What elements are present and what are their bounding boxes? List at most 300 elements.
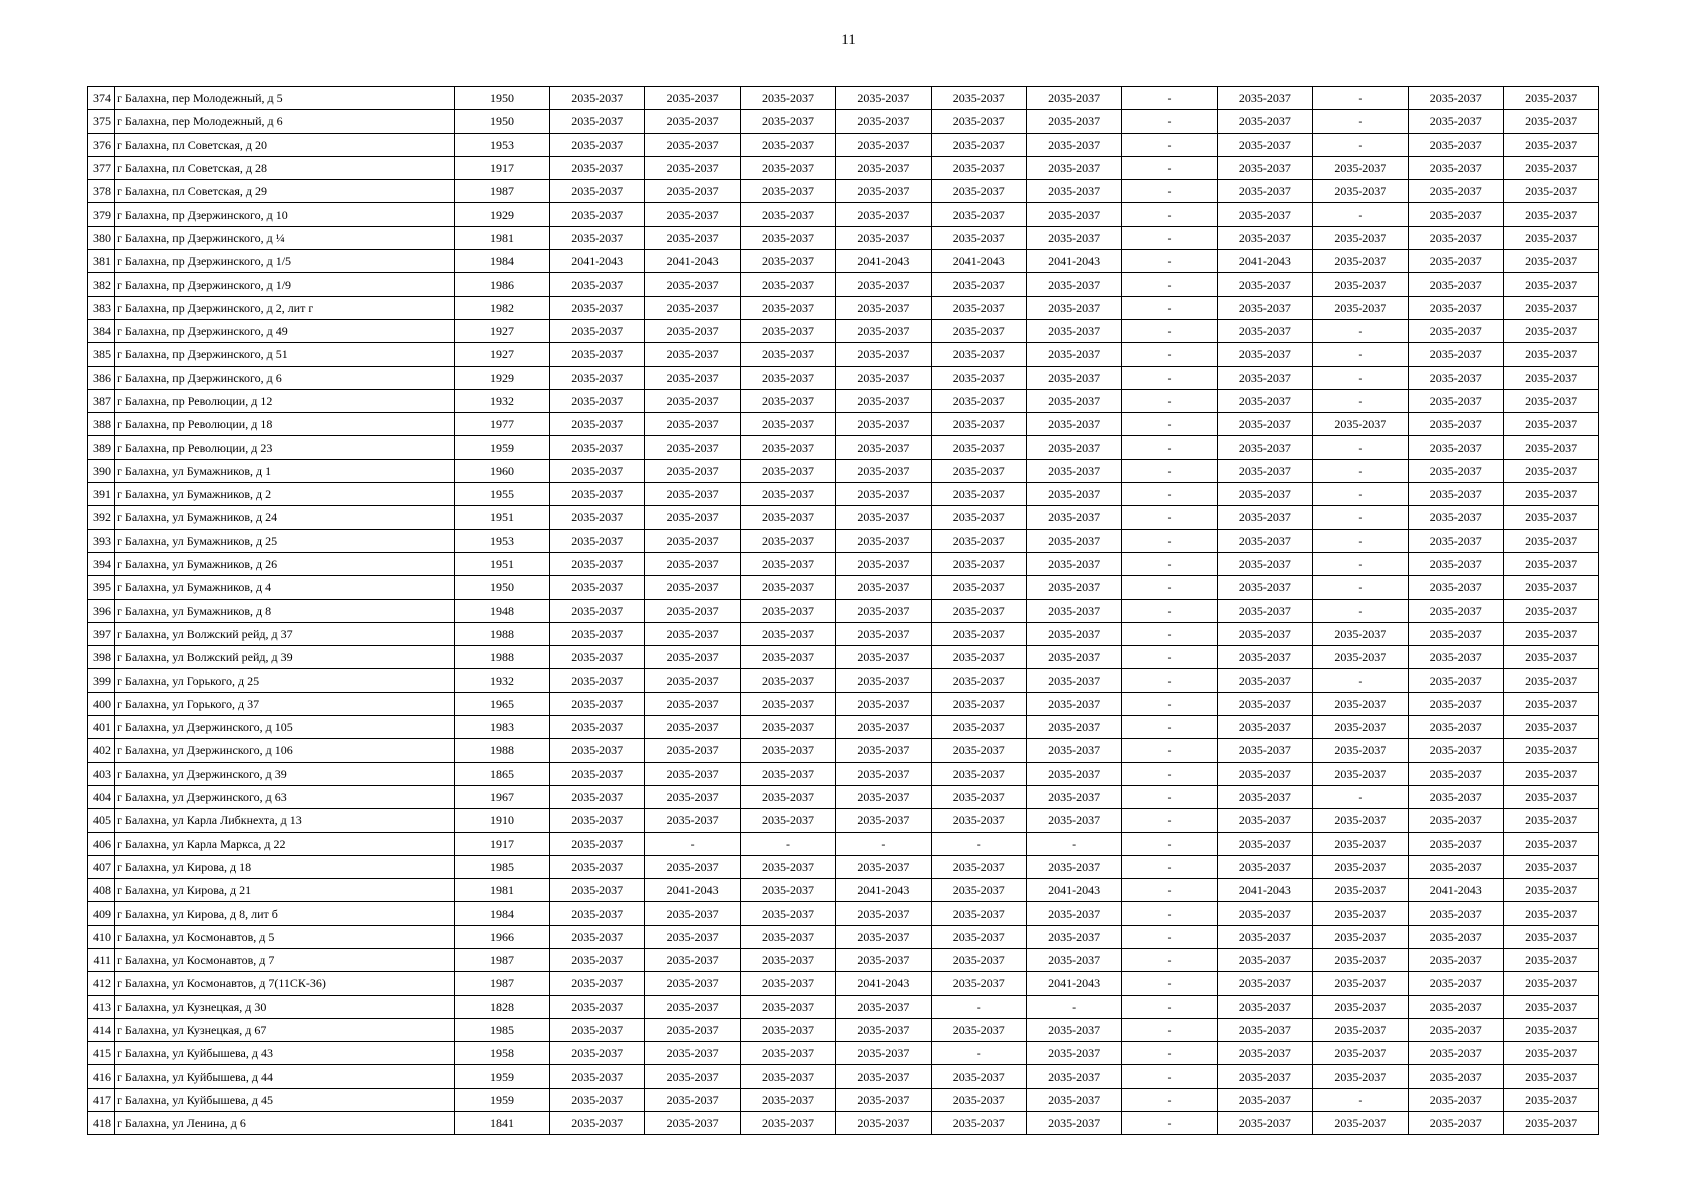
period-cell: 2035-2037 bbox=[1217, 1042, 1312, 1065]
period-cell: - bbox=[1122, 506, 1217, 529]
period-cell: 2041-2043 bbox=[1408, 879, 1503, 902]
period-cell: 2035-2037 bbox=[1503, 1088, 1598, 1111]
period-cell: 2035-2037 bbox=[1217, 832, 1312, 855]
table-row bbox=[88, 1018, 1599, 1041]
address-cell: г Балахна, ул Бумажников, д 24 bbox=[115, 506, 455, 529]
period-cell: 2035-2037 bbox=[740, 576, 835, 599]
period-cell: - bbox=[1122, 366, 1217, 389]
period-cell: 2035-2037 bbox=[550, 552, 645, 575]
address-cell: г Балахна, ул Бумажников, д 25 bbox=[115, 529, 455, 552]
period-cell: 2035-2037 bbox=[1503, 832, 1598, 855]
period-cell: 2035-2037 bbox=[550, 902, 645, 925]
period-cell: 2035-2037 bbox=[931, 576, 1026, 599]
period-cell: 2035-2037 bbox=[740, 133, 835, 156]
address-cell: г Балахна, ул Бумажников, д 8 bbox=[115, 599, 455, 622]
period-cell: 2041-2043 bbox=[1217, 250, 1312, 273]
table-row bbox=[88, 972, 1599, 995]
period-cell: 2035-2037 bbox=[1408, 529, 1503, 552]
year-built-cell: 1927 bbox=[455, 343, 550, 366]
period-cell: 2035-2037 bbox=[1408, 133, 1503, 156]
period-cell: 2035-2037 bbox=[1217, 995, 1312, 1018]
period-cell: 2035-2037 bbox=[1026, 785, 1121, 808]
period-cell: 2035-2037 bbox=[1313, 995, 1408, 1018]
period-cell: 2035-2037 bbox=[1217, 459, 1312, 482]
period-cell: 2035-2037 bbox=[836, 529, 931, 552]
table-row bbox=[88, 716, 1599, 739]
period-cell: - bbox=[645, 832, 740, 855]
table-row bbox=[88, 226, 1599, 249]
period-cell: 2035-2037 bbox=[550, 133, 645, 156]
period-cell: 2035-2037 bbox=[1026, 133, 1121, 156]
period-cell: 2035-2037 bbox=[550, 436, 645, 459]
period-cell: 2035-2037 bbox=[836, 599, 931, 622]
period-cell: 2035-2037 bbox=[1026, 87, 1121, 110]
address-cell: г Балахна, ул Волжский рейд, д 39 bbox=[115, 646, 455, 669]
period-cell: 2035-2037 bbox=[836, 809, 931, 832]
table-row bbox=[88, 250, 1599, 273]
period-cell: 2035-2037 bbox=[1313, 1018, 1408, 1041]
period-cell: 2035-2037 bbox=[1313, 902, 1408, 925]
period-cell: 2035-2037 bbox=[645, 855, 740, 878]
period-cell: 2035-2037 bbox=[740, 972, 835, 995]
table-row bbox=[88, 319, 1599, 342]
period-cell: 2035-2037 bbox=[931, 459, 1026, 482]
period-cell: 2035-2037 bbox=[1313, 762, 1408, 785]
address-cell: г Балахна, ул Ленина, д 6 bbox=[115, 1112, 455, 1135]
period-cell: - bbox=[1122, 646, 1217, 669]
address-cell: г Балахна, пл Советская, д 20 bbox=[115, 133, 455, 156]
period-cell: - bbox=[1122, 669, 1217, 692]
year-built-cell: 1950 bbox=[455, 110, 550, 133]
period-cell: 2035-2037 bbox=[1313, 739, 1408, 762]
period-cell: 2035-2037 bbox=[1026, 156, 1121, 179]
table-row bbox=[88, 902, 1599, 925]
period-cell: - bbox=[1122, 250, 1217, 273]
period-cell: 2035-2037 bbox=[1408, 948, 1503, 971]
period-cell: 2041-2043 bbox=[1026, 879, 1121, 902]
period-cell: 2035-2037 bbox=[1503, 855, 1598, 878]
period-cell: 2035-2037 bbox=[645, 133, 740, 156]
period-cell: 2035-2037 bbox=[740, 156, 835, 179]
period-cell: - bbox=[1313, 459, 1408, 482]
period-cell: 2035-2037 bbox=[740, 902, 835, 925]
period-cell: 2035-2037 bbox=[1313, 809, 1408, 832]
period-cell: 2035-2037 bbox=[550, 995, 645, 1018]
row-number: 413 bbox=[88, 995, 115, 1018]
period-cell: 2035-2037 bbox=[931, 226, 1026, 249]
period-cell: 2035-2037 bbox=[645, 599, 740, 622]
period-cell: - bbox=[931, 995, 1026, 1018]
period-cell: 2035-2037 bbox=[645, 296, 740, 319]
period-cell: 2035-2037 bbox=[1026, 762, 1121, 785]
period-cell: 2035-2037 bbox=[1408, 1065, 1503, 1088]
year-built-cell: 1958 bbox=[455, 1042, 550, 1065]
address-cell: г Балахна, ул Куйбышева, д 45 bbox=[115, 1088, 455, 1111]
row-number: 383 bbox=[88, 296, 115, 319]
address-cell: г Балахна, пр Революции, д 23 bbox=[115, 436, 455, 459]
period-cell: 2035-2037 bbox=[1408, 483, 1503, 506]
period-cell: 2035-2037 bbox=[1503, 925, 1598, 948]
period-cell: 2035-2037 bbox=[550, 1065, 645, 1088]
period-cell: 2035-2037 bbox=[1408, 809, 1503, 832]
period-cell: 2035-2037 bbox=[1026, 599, 1121, 622]
period-cell: 2035-2037 bbox=[550, 389, 645, 412]
period-cell: - bbox=[1122, 389, 1217, 412]
period-cell: 2035-2037 bbox=[1217, 1018, 1312, 1041]
period-cell: 2035-2037 bbox=[550, 529, 645, 552]
table-row bbox=[88, 762, 1599, 785]
address-cell: г Балахна, ул Бумажников, д 2 bbox=[115, 483, 455, 506]
period-cell: 2035-2037 bbox=[740, 296, 835, 319]
address-cell: г Балахна, пр Дзержинского, д 49 bbox=[115, 319, 455, 342]
period-cell: 2035-2037 bbox=[1408, 226, 1503, 249]
row-number: 384 bbox=[88, 319, 115, 342]
address-cell: г Балахна, ул Бумажников, д 26 bbox=[115, 552, 455, 575]
period-cell: 2035-2037 bbox=[740, 785, 835, 808]
period-cell: - bbox=[1313, 599, 1408, 622]
year-built-cell: 1917 bbox=[455, 156, 550, 179]
period-cell: 2035-2037 bbox=[1313, 832, 1408, 855]
period-cell: 2035-2037 bbox=[645, 459, 740, 482]
row-number: 398 bbox=[88, 646, 115, 669]
period-cell: 2035-2037 bbox=[645, 273, 740, 296]
period-cell: 2035-2037 bbox=[1313, 413, 1408, 436]
year-built-cell: 1988 bbox=[455, 739, 550, 762]
period-cell: 2035-2037 bbox=[1217, 599, 1312, 622]
period-cell: - bbox=[1122, 1065, 1217, 1088]
row-number: 389 bbox=[88, 436, 115, 459]
row-number: 401 bbox=[88, 716, 115, 739]
period-cell: 2035-2037 bbox=[1217, 576, 1312, 599]
period-cell: - bbox=[1122, 483, 1217, 506]
period-cell: 2035-2037 bbox=[1503, 156, 1598, 179]
period-cell: - bbox=[1313, 366, 1408, 389]
period-cell: 2035-2037 bbox=[1217, 762, 1312, 785]
table-row bbox=[88, 110, 1599, 133]
period-cell: 2035-2037 bbox=[836, 343, 931, 366]
period-cell: - bbox=[1122, 436, 1217, 459]
table-row bbox=[88, 599, 1599, 622]
period-cell: 2035-2037 bbox=[836, 273, 931, 296]
period-cell: 2035-2037 bbox=[645, 506, 740, 529]
row-number: 380 bbox=[88, 226, 115, 249]
period-cell: 2035-2037 bbox=[1217, 646, 1312, 669]
period-cell: 2035-2037 bbox=[645, 809, 740, 832]
period-cell: 2035-2037 bbox=[931, 1088, 1026, 1111]
period-cell: 2035-2037 bbox=[740, 226, 835, 249]
period-cell: 2035-2037 bbox=[931, 87, 1026, 110]
period-cell: 2035-2037 bbox=[645, 110, 740, 133]
address-cell: г Балахна, пр Дзержинского, д 1/5 bbox=[115, 250, 455, 273]
table-body bbox=[88, 87, 1599, 1135]
year-built-cell: 1967 bbox=[455, 785, 550, 808]
address-cell: г Балахна, пр Дзержинского, д 2, лит г bbox=[115, 296, 455, 319]
period-cell: 2035-2037 bbox=[931, 133, 1026, 156]
period-cell: - bbox=[1122, 413, 1217, 436]
period-cell: 2035-2037 bbox=[836, 296, 931, 319]
period-cell: 2035-2037 bbox=[1217, 925, 1312, 948]
address-cell: г Балахна, ул Бумажников, д 1 bbox=[115, 459, 455, 482]
period-cell: 2035-2037 bbox=[1313, 855, 1408, 878]
period-cell: 2035-2037 bbox=[931, 622, 1026, 645]
period-cell: - bbox=[1122, 739, 1217, 762]
period-cell: 2035-2037 bbox=[740, 203, 835, 226]
year-built-cell: 1984 bbox=[455, 902, 550, 925]
year-built-cell: 1982 bbox=[455, 296, 550, 319]
row-number: 400 bbox=[88, 692, 115, 715]
period-cell: 2035-2037 bbox=[931, 413, 1026, 436]
address-cell: г Балахна, ул Карла Маркса, д 22 bbox=[115, 832, 455, 855]
period-cell: 2035-2037 bbox=[1503, 576, 1598, 599]
period-cell: 2035-2037 bbox=[1026, 925, 1121, 948]
period-cell: 2035-2037 bbox=[1217, 552, 1312, 575]
period-cell: 2035-2037 bbox=[1313, 925, 1408, 948]
period-cell: 2035-2037 bbox=[740, 855, 835, 878]
period-cell: - bbox=[1122, 1018, 1217, 1041]
period-cell: 2041-2043 bbox=[931, 250, 1026, 273]
period-cell: 2035-2037 bbox=[1408, 110, 1503, 133]
row-number: 417 bbox=[88, 1088, 115, 1111]
period-cell: 2035-2037 bbox=[550, 599, 645, 622]
year-built-cell: 1981 bbox=[455, 879, 550, 902]
period-cell: 2035-2037 bbox=[1408, 692, 1503, 715]
period-cell: - bbox=[1122, 925, 1217, 948]
period-cell: 2035-2037 bbox=[550, 972, 645, 995]
period-cell: 2035-2037 bbox=[550, 110, 645, 133]
period-cell: 2035-2037 bbox=[836, 692, 931, 715]
period-cell: 2035-2037 bbox=[931, 343, 1026, 366]
period-cell: 2035-2037 bbox=[1503, 902, 1598, 925]
row-number: 414 bbox=[88, 1018, 115, 1041]
row-number: 403 bbox=[88, 762, 115, 785]
table-row bbox=[88, 855, 1599, 878]
period-cell: 2035-2037 bbox=[1313, 716, 1408, 739]
period-cell: 2035-2037 bbox=[1408, 622, 1503, 645]
row-number: 396 bbox=[88, 599, 115, 622]
period-cell: 2035-2037 bbox=[740, 529, 835, 552]
address-cell: г Балахна, пр Дзержинского, д 6 bbox=[115, 366, 455, 389]
period-cell: 2035-2037 bbox=[1408, 319, 1503, 342]
period-cell: 2035-2037 bbox=[1026, 180, 1121, 203]
period-cell: 2035-2037 bbox=[836, 716, 931, 739]
period-cell: - bbox=[1122, 319, 1217, 342]
table-row bbox=[88, 343, 1599, 366]
period-cell: 2035-2037 bbox=[550, 156, 645, 179]
period-cell: 2035-2037 bbox=[1503, 180, 1598, 203]
period-cell: 2035-2037 bbox=[836, 1088, 931, 1111]
period-cell: - bbox=[1313, 343, 1408, 366]
period-cell: 2035-2037 bbox=[1503, 669, 1598, 692]
period-cell: 2041-2043 bbox=[1026, 250, 1121, 273]
period-cell: 2035-2037 bbox=[550, 180, 645, 203]
period-cell: 2035-2037 bbox=[740, 1112, 835, 1135]
table-row bbox=[88, 1065, 1599, 1088]
period-cell: 2041-2043 bbox=[836, 250, 931, 273]
period-cell: 2035-2037 bbox=[1217, 902, 1312, 925]
row-number: 388 bbox=[88, 413, 115, 436]
period-cell: 2035-2037 bbox=[1026, 646, 1121, 669]
period-cell: 2035-2037 bbox=[550, 576, 645, 599]
row-number: 416 bbox=[88, 1065, 115, 1088]
period-cell: 2035-2037 bbox=[1217, 785, 1312, 808]
period-cell: 2035-2037 bbox=[1217, 343, 1312, 366]
period-cell: - bbox=[836, 832, 931, 855]
period-cell: 2035-2037 bbox=[1313, 1065, 1408, 1088]
period-cell: 2035-2037 bbox=[740, 180, 835, 203]
table-row bbox=[88, 669, 1599, 692]
period-cell: - bbox=[1122, 343, 1217, 366]
period-cell: - bbox=[1122, 972, 1217, 995]
row-number: 410 bbox=[88, 925, 115, 948]
period-cell: 2035-2037 bbox=[1503, 692, 1598, 715]
table-row bbox=[88, 483, 1599, 506]
period-cell: 2035-2037 bbox=[740, 1042, 835, 1065]
period-cell: 2035-2037 bbox=[1408, 389, 1503, 412]
period-cell: 2035-2037 bbox=[1503, 762, 1598, 785]
period-cell: 2035-2037 bbox=[1217, 366, 1312, 389]
address-cell: г Балахна, ул Дзержинского, д 39 bbox=[115, 762, 455, 785]
year-built-cell: 1929 bbox=[455, 366, 550, 389]
period-cell: 2035-2037 bbox=[931, 739, 1026, 762]
period-cell: 2035-2037 bbox=[1217, 203, 1312, 226]
period-cell: 2035-2037 bbox=[1503, 226, 1598, 249]
period-cell: 2035-2037 bbox=[836, 180, 931, 203]
period-cell: 2035-2037 bbox=[740, 692, 835, 715]
period-cell: 2035-2037 bbox=[1026, 506, 1121, 529]
year-built-cell: 1953 bbox=[455, 529, 550, 552]
period-cell: 2035-2037 bbox=[1026, 366, 1121, 389]
period-cell: 2035-2037 bbox=[740, 459, 835, 482]
period-cell: 2035-2037 bbox=[836, 483, 931, 506]
period-cell: 2035-2037 bbox=[1408, 832, 1503, 855]
period-cell: - bbox=[1122, 133, 1217, 156]
period-cell: - bbox=[1122, 87, 1217, 110]
period-cell: 2035-2037 bbox=[931, 809, 1026, 832]
period-cell: 2035-2037 bbox=[645, 646, 740, 669]
period-cell: 2035-2037 bbox=[1503, 413, 1598, 436]
period-cell: - bbox=[1122, 1088, 1217, 1111]
period-cell: - bbox=[1122, 576, 1217, 599]
row-number: 408 bbox=[88, 879, 115, 902]
period-cell: 2035-2037 bbox=[1408, 552, 1503, 575]
period-cell: 2035-2037 bbox=[1503, 1065, 1598, 1088]
period-cell: 2035-2037 bbox=[931, 366, 1026, 389]
year-built-cell: 1948 bbox=[455, 599, 550, 622]
period-cell: 2035-2037 bbox=[931, 785, 1026, 808]
year-built-cell: 1977 bbox=[455, 413, 550, 436]
period-cell: 2035-2037 bbox=[1026, 459, 1121, 482]
period-cell: 2035-2037 bbox=[645, 180, 740, 203]
period-cell: 2035-2037 bbox=[645, 529, 740, 552]
year-built-cell: 1841 bbox=[455, 1112, 550, 1135]
period-cell: 2035-2037 bbox=[550, 716, 645, 739]
period-cell: 2035-2037 bbox=[550, 296, 645, 319]
year-built-cell: 1959 bbox=[455, 1088, 550, 1111]
period-cell: 2035-2037 bbox=[931, 1112, 1026, 1135]
period-cell: - bbox=[1313, 529, 1408, 552]
year-built-cell: 1951 bbox=[455, 506, 550, 529]
period-cell: 2035-2037 bbox=[931, 273, 1026, 296]
period-cell: 2041-2043 bbox=[645, 879, 740, 902]
period-cell: 2035-2037 bbox=[836, 1042, 931, 1065]
row-number: 395 bbox=[88, 576, 115, 599]
period-cell: 2035-2037 bbox=[740, 250, 835, 273]
period-cell: 2035-2037 bbox=[836, 948, 931, 971]
period-cell: 2035-2037 bbox=[645, 948, 740, 971]
table-row bbox=[88, 273, 1599, 296]
period-cell: - bbox=[1122, 832, 1217, 855]
period-cell: 2035-2037 bbox=[836, 459, 931, 482]
period-cell: 2035-2037 bbox=[1026, 716, 1121, 739]
period-cell: 2035-2037 bbox=[836, 389, 931, 412]
period-cell: 2035-2037 bbox=[1217, 319, 1312, 342]
period-cell: 2035-2037 bbox=[1503, 622, 1598, 645]
row-number: 382 bbox=[88, 273, 115, 296]
table-row bbox=[88, 529, 1599, 552]
table-row bbox=[88, 1042, 1599, 1065]
period-cell: 2035-2037 bbox=[836, 646, 931, 669]
period-cell: 2035-2037 bbox=[931, 203, 1026, 226]
period-cell: - bbox=[1313, 506, 1408, 529]
row-number: 409 bbox=[88, 902, 115, 925]
period-cell: - bbox=[1313, 785, 1408, 808]
period-cell: 2035-2037 bbox=[740, 87, 835, 110]
period-cell: 2035-2037 bbox=[836, 413, 931, 436]
table-row bbox=[88, 576, 1599, 599]
address-cell: г Балахна, ул Куйбышева, д 44 bbox=[115, 1065, 455, 1088]
period-cell: 2035-2037 bbox=[836, 762, 931, 785]
period-cell: 2035-2037 bbox=[1217, 809, 1312, 832]
row-number: 376 bbox=[88, 133, 115, 156]
address-cell: г Балахна, ул Кирова, д 8, лит б bbox=[115, 902, 455, 925]
year-built-cell: 1985 bbox=[455, 1018, 550, 1041]
period-cell: - bbox=[1313, 1088, 1408, 1111]
period-cell: 2035-2037 bbox=[931, 762, 1026, 785]
period-cell: 2035-2037 bbox=[645, 576, 740, 599]
period-cell: - bbox=[1313, 133, 1408, 156]
row-number: 399 bbox=[88, 669, 115, 692]
period-cell: 2035-2037 bbox=[550, 925, 645, 948]
year-built-cell: 1951 bbox=[455, 552, 550, 575]
period-cell: - bbox=[1122, 599, 1217, 622]
period-cell: 2035-2037 bbox=[1313, 180, 1408, 203]
period-cell: 2035-2037 bbox=[1313, 226, 1408, 249]
year-built-cell: 1988 bbox=[455, 622, 550, 645]
period-cell: 2035-2037 bbox=[1217, 226, 1312, 249]
period-cell: 2035-2037 bbox=[550, 855, 645, 878]
address-cell: г Балахна, пр Революции, д 12 bbox=[115, 389, 455, 412]
period-cell: 2035-2037 bbox=[836, 1018, 931, 1041]
period-cell: 2035-2037 bbox=[740, 716, 835, 739]
table-row bbox=[88, 552, 1599, 575]
year-built-cell: 1987 bbox=[455, 972, 550, 995]
period-cell: 2035-2037 bbox=[645, 483, 740, 506]
period-cell: 2035-2037 bbox=[931, 902, 1026, 925]
period-cell: 2035-2037 bbox=[1503, 809, 1598, 832]
year-built-cell: 1981 bbox=[455, 226, 550, 249]
year-built-cell: 1966 bbox=[455, 925, 550, 948]
row-number: 405 bbox=[88, 809, 115, 832]
period-cell: 2035-2037 bbox=[1026, 622, 1121, 645]
period-cell: 2035-2037 bbox=[1313, 646, 1408, 669]
period-cell: - bbox=[1313, 483, 1408, 506]
period-cell: 2035-2037 bbox=[1408, 459, 1503, 482]
period-cell: 2035-2037 bbox=[550, 226, 645, 249]
period-cell: 2035-2037 bbox=[645, 319, 740, 342]
period-cell: 2035-2037 bbox=[1026, 203, 1121, 226]
period-cell: 2035-2037 bbox=[740, 646, 835, 669]
table-row bbox=[88, 436, 1599, 459]
